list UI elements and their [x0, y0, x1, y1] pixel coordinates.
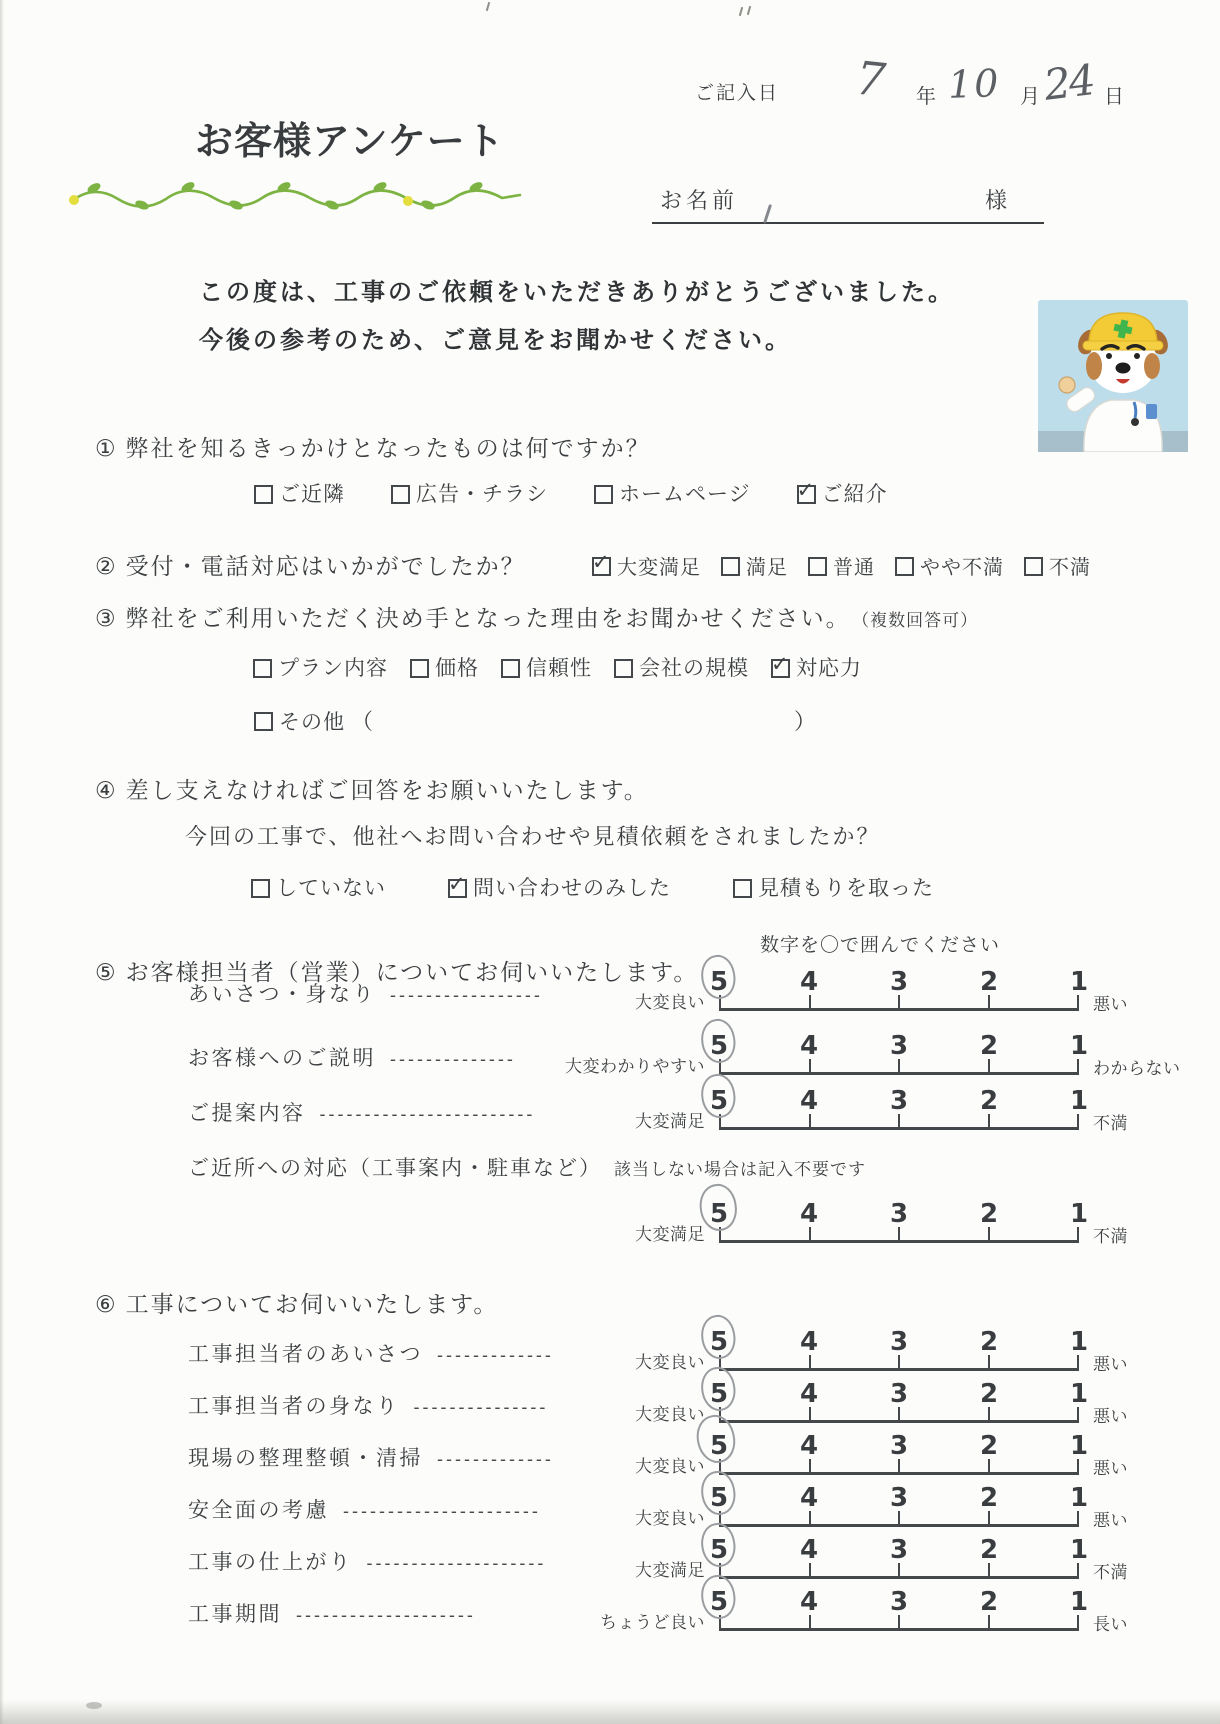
scale-number-3[interactable]: 3 [889, 967, 909, 997]
question-5-number: ⑤ [95, 959, 118, 985]
scale-left-label: 大変満足 [635, 1112, 705, 1131]
scale-number-4[interactable]: 4 [799, 1483, 819, 1513]
option-manzoku[interactable]: 満足 [721, 551, 788, 580]
dotted-leader: ------------------------ [319, 1104, 536, 1124]
scale-number-3[interactable]: 3 [889, 1587, 909, 1617]
scale-number-2[interactable]: 2 [979, 1199, 999, 1229]
checkbox-icon[interactable] [614, 659, 633, 678]
question-1-options [254, 478, 888, 508]
rating-scale [709, 1324, 1089, 1371]
question-4-subtext: 今回の工事で、他社へお問い合わせや見積依頼をされましたか？ [185, 824, 881, 849]
scale-number-2[interactable]: 2 [979, 1483, 999, 1513]
rating-row-goteian [0, 1083, 1220, 1133]
year-unit: 年 [916, 86, 937, 108]
rating-item-label: ご提案内容 ------------------------ [188, 1102, 536, 1125]
scale-number-4[interactable]: 4 [799, 1535, 819, 1565]
scale-number-5[interactable]: 5 [709, 1031, 729, 1061]
scale-number-4[interactable]: 4 [799, 1327, 819, 1357]
scale-number-1[interactable]: 1 [1069, 1327, 1089, 1357]
question-2-number: ② [95, 553, 118, 579]
checkbox-icon[interactable] [410, 659, 429, 678]
scale-left-label: 大変良い [635, 1509, 705, 1528]
name-label: お名前 [660, 188, 739, 213]
scale-number-1[interactable]: 1 [1069, 1483, 1089, 1513]
option-sonota[interactable]: その他 [254, 706, 345, 736]
scale-number-3[interactable]: 3 [889, 1327, 909, 1357]
scale-number-1[interactable]: 1 [1069, 1379, 1089, 1409]
question-2-text: 受付・電話対応はいかがでしたか？ [125, 553, 526, 579]
question-3-options [253, 652, 862, 682]
rating-row-koji-aisatsu [0, 1324, 1220, 1374]
rating-row-aisatsu-minari [0, 964, 1220, 1014]
not-applicable-note: 該当しない場合は記入不要です [614, 1160, 866, 1179]
scale-right-label: 悪い [1093, 1407, 1128, 1426]
rating-item-label: 安全面の考慮 ---------------------- [188, 1499, 541, 1522]
checkbox-checked-icon[interactable] [448, 879, 467, 898]
scale-number-5[interactable]: 5 [709, 1431, 729, 1461]
scale-number-2[interactable]: 2 [979, 1031, 999, 1061]
option-homepage[interactable]: ホームページ [594, 478, 751, 508]
handwritten-mark [763, 204, 772, 224]
vine-decoration [64, 180, 526, 210]
rating-scale [709, 1376, 1089, 1423]
option-kaisha-kibo[interactable]: 会社の規模 [614, 652, 749, 682]
scale-number-4[interactable]: 4 [799, 1587, 819, 1617]
checkbox-icon[interactable] [1024, 557, 1043, 576]
name-suffix: 様 [985, 188, 1012, 213]
rating-row-koji-minari [0, 1376, 1220, 1426]
dotted-leader: -------------------- [296, 1605, 476, 1625]
rating-item-label: お客様へのご説明 -------------- [188, 1047, 516, 1070]
scale-number-5[interactable]: 5 [709, 1327, 729, 1357]
scale-number-4[interactable]: 4 [799, 1199, 819, 1229]
rating-item-label: 工事期間 -------------------- [188, 1603, 476, 1626]
scale-left-label: 大変満足 [635, 1225, 705, 1244]
scale-number-5[interactable]: 5 [709, 1587, 729, 1617]
scale-number-1[interactable]: 1 [1069, 1086, 1089, 1116]
rating-scale [709, 964, 1089, 1011]
scale-right-label: 悪い [1093, 1459, 1128, 1478]
page-title: お客様アンケート [195, 121, 505, 163]
rating-scale [709, 1028, 1089, 1075]
scale-right-label: 不満 [1093, 1563, 1128, 1582]
rating-item-label: あいさつ・身なり ----------------- [188, 983, 543, 1006]
dotted-leader: ------------- [437, 1449, 554, 1469]
scale-right-label: 長い [1093, 1615, 1128, 1634]
checkbox-icon[interactable] [808, 557, 827, 576]
scale-number-2[interactable]: 2 [979, 1431, 999, 1461]
scan-speck [486, 2, 490, 11]
scale-number-2[interactable]: 2 [979, 967, 999, 997]
scale-number-1[interactable]: 1 [1069, 1431, 1089, 1461]
question-3-other-row [254, 705, 817, 736]
rating-item-label: 工事担当者のあいさつ ------------- [188, 1343, 554, 1366]
scale-number-5[interactable]: 5 [709, 1086, 729, 1116]
dotted-leader: ---------------------- [343, 1501, 541, 1521]
question-1-text: 弊社を知るきっかけとなったものは何ですか？ [125, 435, 651, 461]
scale-number-4[interactable]: 4 [799, 1431, 819, 1461]
option-goshoukai[interactable]: ✓ ご紹介 [797, 478, 888, 508]
option-futsuu[interactable]: 普通 [808, 551, 875, 580]
option-mitsumori-totta[interactable]: 見積もりを取った [733, 872, 934, 902]
option-kakaku[interactable]: 価格 [410, 652, 479, 682]
rating-row-genba-seiri [0, 1428, 1220, 1478]
scale-right-label: 悪い [1093, 1511, 1128, 1530]
scale-left-label: 大変良い [635, 1353, 705, 1372]
question-4-text: 差し支えなければご回答をお願いいたします。 [125, 777, 649, 803]
scale-right-label: わからない [1093, 1059, 1181, 1078]
question-4 [95, 772, 649, 805]
question-6 [95, 1286, 498, 1319]
scale-number-1[interactable]: 1 [1069, 1535, 1089, 1565]
scan-edge-bottom [0, 1700, 1220, 1724]
scale-number-3[interactable]: 3 [889, 1086, 909, 1116]
scale-left-label: 大変わかりやすい [565, 1057, 705, 1076]
checkbox-icon[interactable] [254, 712, 273, 731]
checkbox-icon[interactable] [253, 659, 272, 678]
scale-number-1[interactable]: 1 [1069, 1031, 1089, 1061]
scale-left-label: ちょうど良い [600, 1613, 705, 1632]
intro-line-2: 今後の参考のため、ご意見をお聞かせください。 [199, 327, 793, 354]
day-unit: 日 [1104, 86, 1125, 108]
question-2-options [592, 551, 1091, 580]
checkbox-icon[interactable] [391, 485, 410, 504]
scale-number-4[interactable]: 4 [799, 1086, 819, 1116]
rating-row-gokinjo-taiou [0, 1196, 1220, 1246]
handwritten-day: 24 [1041, 55, 1097, 110]
question-4-options [251, 872, 934, 902]
scale-right-label: 悪い [1093, 1355, 1128, 1374]
rating-item-label: 工事の仕上がり -------------------- [188, 1551, 547, 1574]
scale-number-5[interactable]: 5 [709, 1483, 729, 1513]
option-shiteinai[interactable]: していない [251, 872, 386, 902]
option-taiouryoku[interactable]: ✓ 対応力 [771, 652, 862, 682]
question-3-text: 弊社をご利用いただく決め手となった理由をお聞かせください。 [125, 605, 851, 631]
scale-number-1[interactable]: 1 [1069, 967, 1089, 997]
scan-speck [747, 6, 751, 15]
scale-number-2[interactable]: 2 [979, 1535, 999, 1565]
month-unit: 月 [1020, 86, 1041, 108]
other-paren-close: ） [794, 709, 818, 734]
scale-number-5[interactable]: 5 [709, 967, 729, 997]
scale-number-1[interactable]: 1 [1069, 1587, 1089, 1617]
circle-number-hint: 数字を〇で囲んでください [760, 935, 1001, 956]
scale-number-2[interactable]: 2 [979, 1379, 999, 1409]
option-shinraisei[interactable]: 信頼性 [501, 652, 592, 682]
scale-left-label: 大変良い [635, 1457, 705, 1476]
scale-number-2[interactable]: 2 [979, 1327, 999, 1357]
question-1 [95, 430, 651, 463]
checkbox-icon[interactable] [721, 557, 740, 576]
scale-number-2[interactable]: 2 [979, 1587, 999, 1617]
rating-scale [709, 1532, 1089, 1579]
scale-number-5[interactable]: 5 [709, 1379, 729, 1409]
question-4-number: ④ [95, 777, 118, 803]
rating-scale [709, 1083, 1089, 1130]
rating-row-gosetsumei [0, 1028, 1220, 1078]
scale-number-3[interactable]: 3 [889, 1199, 909, 1229]
option-koukoku-chirashi[interactable]: 広告・チラシ [391, 478, 548, 508]
dotted-leader: ----------------- [390, 985, 543, 1005]
option-gokinjo[interactable]: ご近隣 [254, 478, 345, 508]
checkbox-icon[interactable] [733, 879, 752, 898]
option-fuman[interactable]: 不満 [1024, 551, 1091, 580]
question-3 [95, 600, 978, 633]
option-taihen-manzoku[interactable]: ✓ 大変満足 [592, 551, 701, 580]
mascot-dog-illustration [1038, 300, 1188, 452]
scale-left-label: 大変満足 [635, 1561, 705, 1580]
checkbox-checked-icon[interactable] [592, 557, 611, 576]
checkbox-checked-icon[interactable] [797, 485, 816, 504]
rating-scale [709, 1428, 1089, 1475]
scale-number-3[interactable]: 3 [889, 1483, 909, 1513]
question-6-text: 工事についてお伺いいたします。 [125, 1291, 499, 1317]
question-5-text: お客様担当者（営業）についてお伺いいたします。 [125, 959, 699, 985]
checkbox-icon[interactable] [895, 557, 914, 576]
checkbox-icon[interactable] [501, 659, 520, 678]
question-2 [95, 548, 526, 581]
rating-scale [709, 1480, 1089, 1527]
rating-item-label: 工事担当者の身なり --------------- [188, 1395, 549, 1418]
scale-right-label: 悪い [1093, 995, 1128, 1014]
scale-number-4[interactable]: 4 [799, 1379, 819, 1409]
option-toiawase-nomi[interactable]: ✓ 問い合わせのみした [448, 872, 671, 902]
scale-number-1[interactable]: 1 [1069, 1199, 1089, 1229]
option-plan-naiyou[interactable]: プラン内容 [253, 652, 388, 682]
rating-row-koji-kikan [0, 1584, 1220, 1634]
rating-scale [709, 1196, 1089, 1243]
scale-number-4[interactable]: 4 [799, 1031, 819, 1061]
scale-number-5[interactable]: 5 [709, 1199, 729, 1229]
checkbox-icon[interactable] [594, 485, 613, 504]
checkbox-icon[interactable] [251, 879, 270, 898]
question-3-note: （複数回答可） [860, 611, 979, 630]
checkbox-checked-icon[interactable] [771, 659, 790, 678]
handwritten-month: 10 [947, 61, 1002, 107]
dotted-leader: -------------------- [366, 1553, 547, 1573]
date-label: ご記入日 [695, 83, 780, 104]
other-paren-open: （ [351, 709, 375, 734]
scale-number-4[interactable]: 4 [799, 967, 819, 997]
rating-row-shiagari [0, 1532, 1220, 1582]
rating-scale [709, 1584, 1089, 1631]
scale-number-5[interactable]: 5 [709, 1535, 729, 1565]
dotted-leader: ------------- [437, 1345, 554, 1365]
option-yaya-fuman[interactable]: やや不満 [895, 551, 1004, 580]
scale-number-3[interactable]: 3 [889, 1535, 909, 1565]
question-6-number: ⑥ [95, 1291, 118, 1317]
rating-item-label: 現場の整理整頓・清掃 ------------- [188, 1447, 554, 1470]
scale-number-3[interactable]: 3 [889, 1431, 909, 1461]
question-3-number: ③ [95, 605, 118, 631]
name-input-line[interactable] [652, 222, 1044, 224]
dotted-leader: --------------- [413, 1397, 549, 1417]
intro-line-1: この度は、工事のご依頼をいただきありがとうございました。 [199, 279, 955, 306]
scale-number-2[interactable]: 2 [979, 1086, 999, 1116]
scale-left-label: 大変良い [635, 1405, 705, 1424]
scale-number-3[interactable]: 3 [889, 1379, 909, 1409]
scale-left-label: 大変良い [635, 993, 705, 1012]
dotted-leader: -------------- [390, 1049, 516, 1069]
rating-row-anzen [0, 1480, 1220, 1530]
handwritten-year: 7 [853, 50, 889, 108]
question-1-number: ① [95, 435, 118, 461]
scale-number-3[interactable]: 3 [889, 1031, 909, 1061]
scan-speck [739, 7, 743, 16]
rating-gokinjo-taiou-label: ご近所への対応（工事案内・駐車など） 該当しない場合は記入不要です [188, 1157, 866, 1180]
scale-right-label: 不満 [1093, 1114, 1128, 1133]
scale-right-label: 不満 [1093, 1227, 1128, 1246]
checkbox-icon[interactable] [254, 485, 273, 504]
